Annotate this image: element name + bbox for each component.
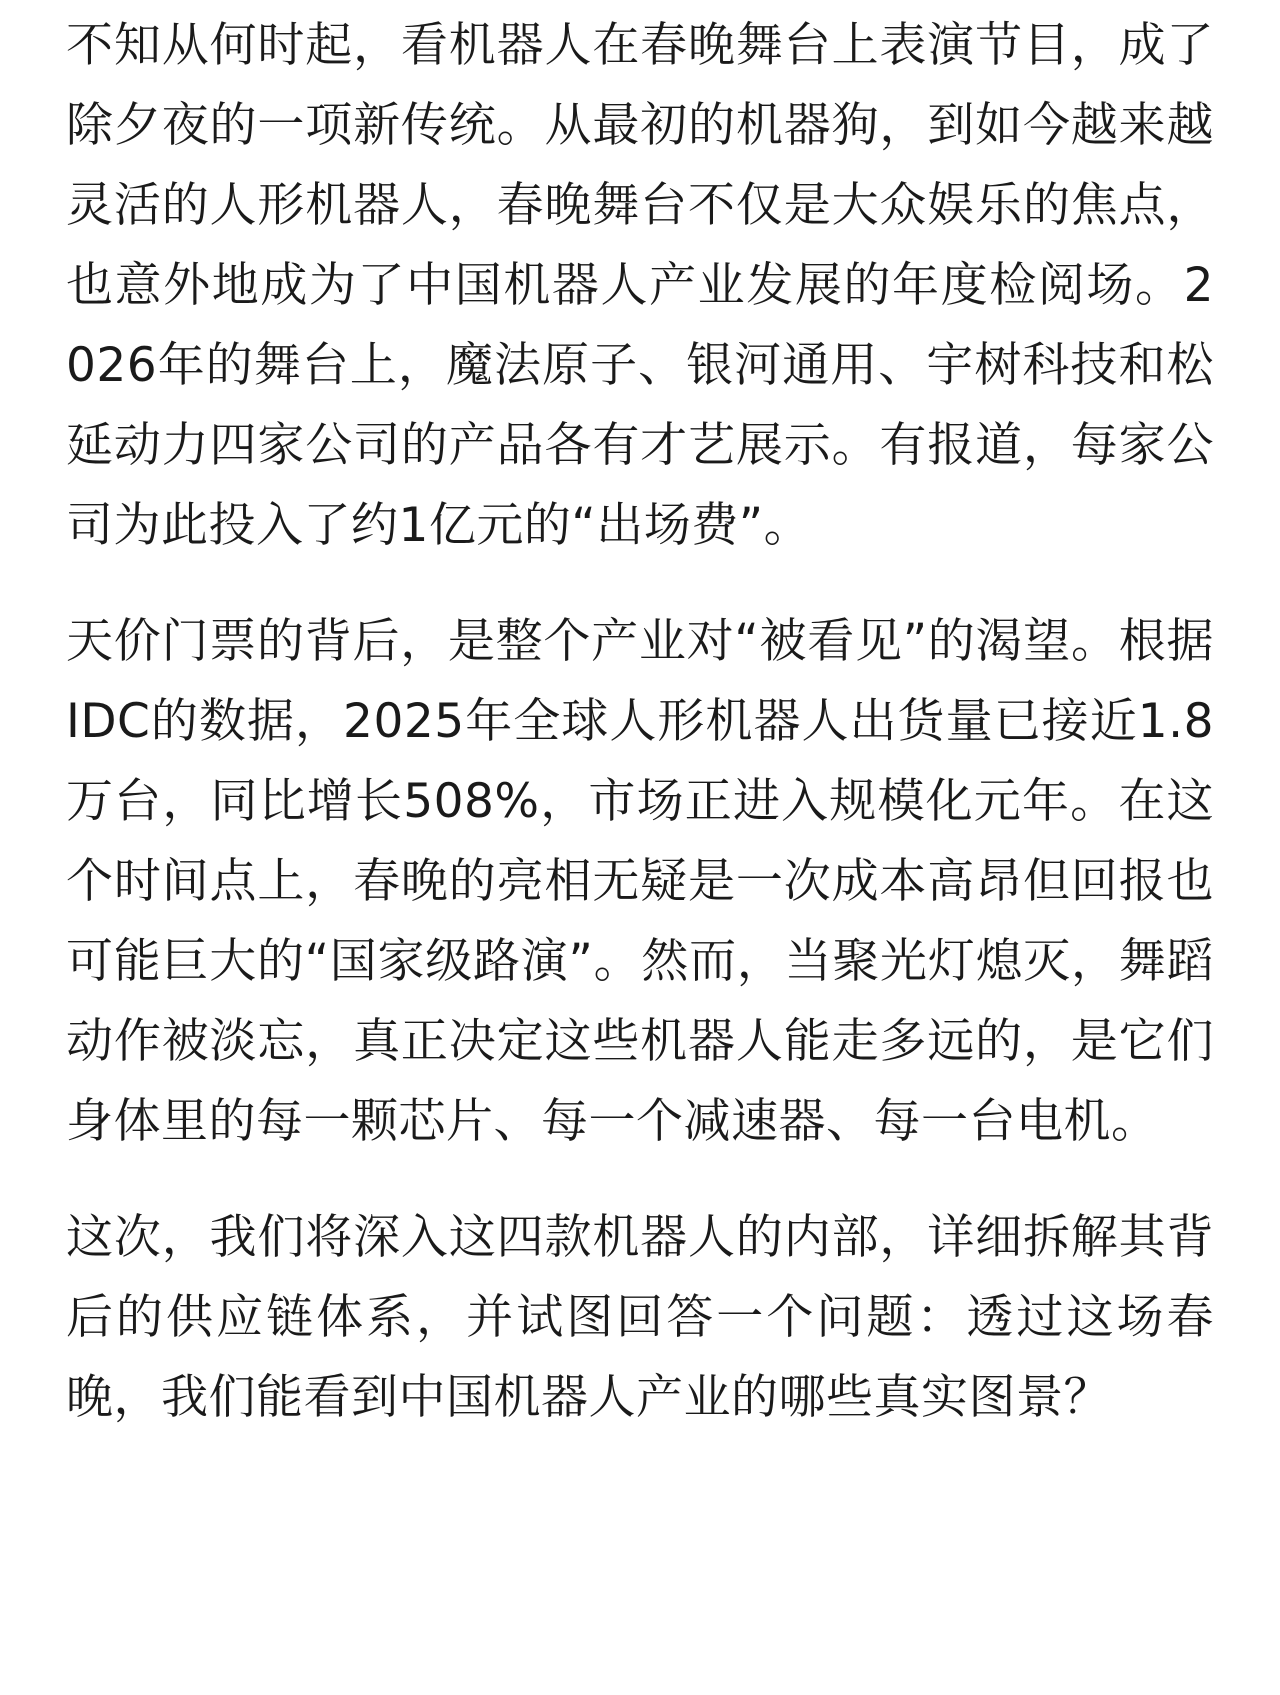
paragraph-question: 这次，我们将深入这四款机器人的内部，详细拆解其背后的供应链体系，并试图回答一个问题：透过这场春晚，我们能看到中国机器人产业的哪些真实图景？	[66, 1210, 1214, 1425]
paragraph-market: 天价门票的背后，是整个产业对“被看见”的渴望。根据IDC的数据，2025年全球人形机器人出货量已接近1.8万台，同比增长508%，市场正进入规模化元年。在这个时间点上，春晚的亮相无疑是一次成本高昂但回报也可能巨大的“国家级路演”。然而，当聚光灯熄灭，舞蹈动作被淡忘，真正决定这些机器人能走多远的，是它们身体里的每一颗芯片、每一个减速器、每一台电机。	[66, 614, 1214, 1149]
paragraph-intro: 不知从何时起，看机器人在春晚舞台上表演节目，成了除夕夜的一项新传统。从最初的机器狗，到如今越来越灵活的人形机器人，春晚舞台不仅是大众娱乐的焦点，也意外地成为了中国机器人产业发展的年度检阅场。2026年的舞台上，魔法原子、银河通用、宇树科技和松延动力四家公司的产品各有才艺展示。有报道，每家公司为此投入了约1亿元的“出场费”。	[66, 18, 1214, 553]
